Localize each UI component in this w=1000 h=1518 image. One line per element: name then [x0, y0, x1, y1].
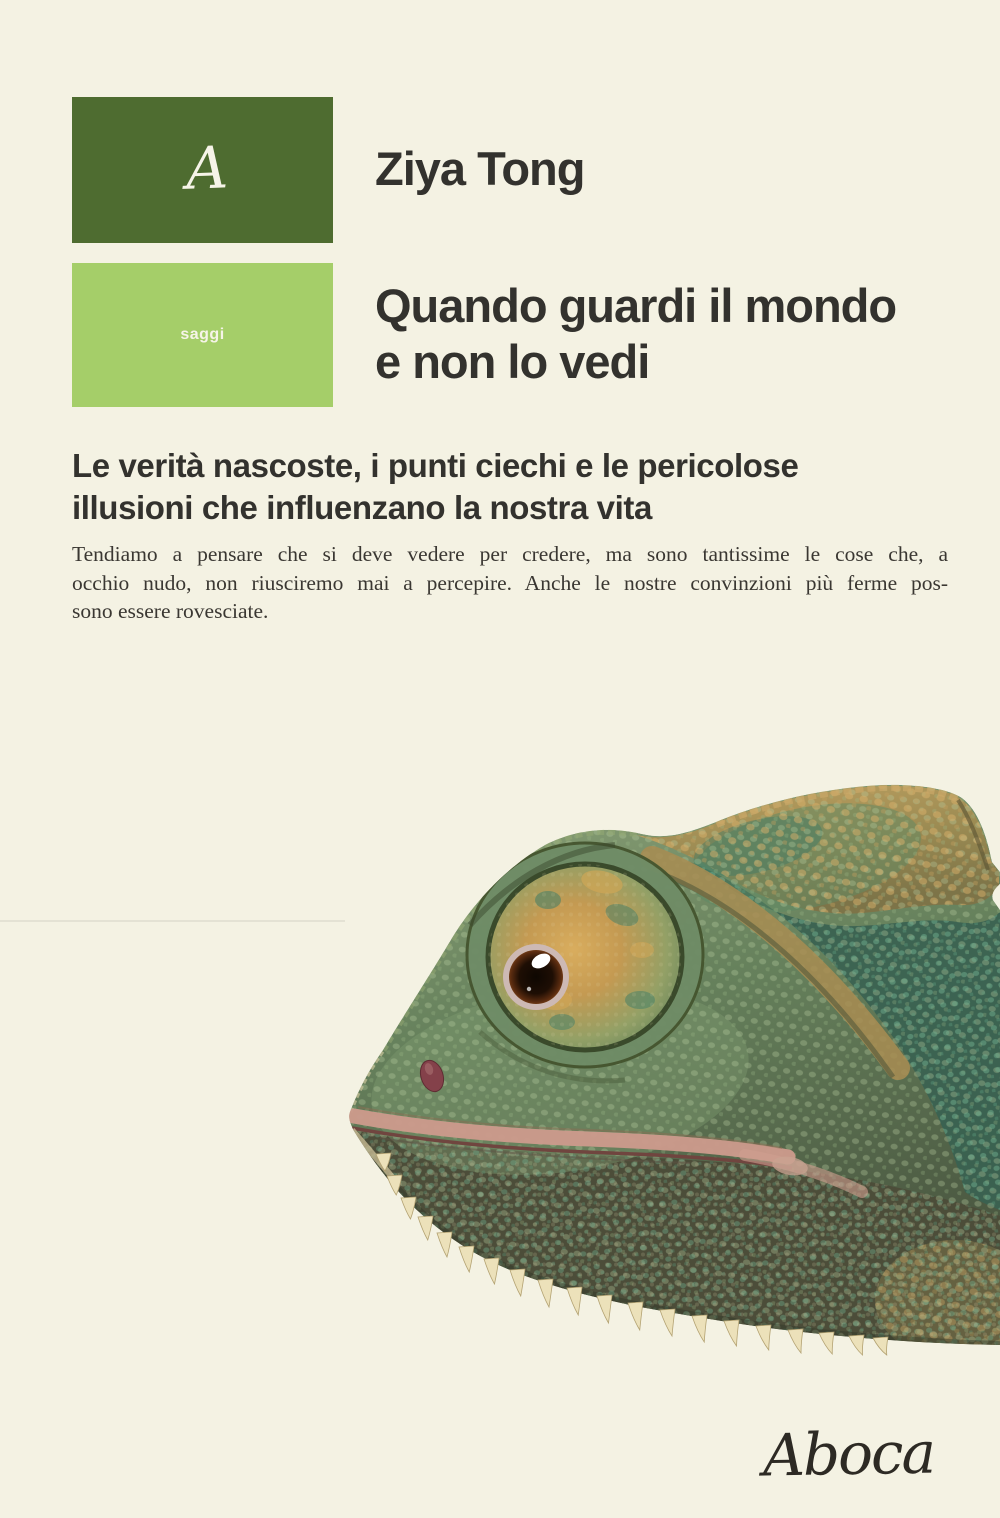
- title-line: Quando guardi il mondo: [375, 279, 897, 332]
- publisher-logo: Aboca: [762, 1418, 935, 1490]
- series-box: [72, 263, 333, 407]
- description-line: Tendiamo a pensare che si deve vedere per credere, ma sono tantissime le cose che, a: [72, 542, 948, 566]
- series-label: saggi: [180, 326, 225, 343]
- publisher-monogram-box: [72, 97, 333, 243]
- publisher-monogram: A: [184, 133, 229, 203]
- title-line: e non lo vedi: [375, 335, 650, 388]
- subtitle-line: illusioni che influenzano la nostra vita: [72, 489, 652, 526]
- subtitle: [72, 445, 798, 529]
- book-description: [72, 540, 948, 626]
- author-name: Ziya Tong: [375, 142, 585, 195]
- scan-seam: [0, 920, 345, 922]
- description-line: occhio nudo, non riusciremo mai a percepire. Anche le nostre convinzioni più ferme pos-: [72, 570, 948, 595]
- subtitle-line: Le verità nascoste, i punti ciechi e le pericolose: [72, 447, 799, 484]
- book-title: [375, 278, 896, 390]
- description-line: sono essere rovesciate.: [72, 599, 269, 623]
- chameleon-body: [349, 785, 1000, 1360]
